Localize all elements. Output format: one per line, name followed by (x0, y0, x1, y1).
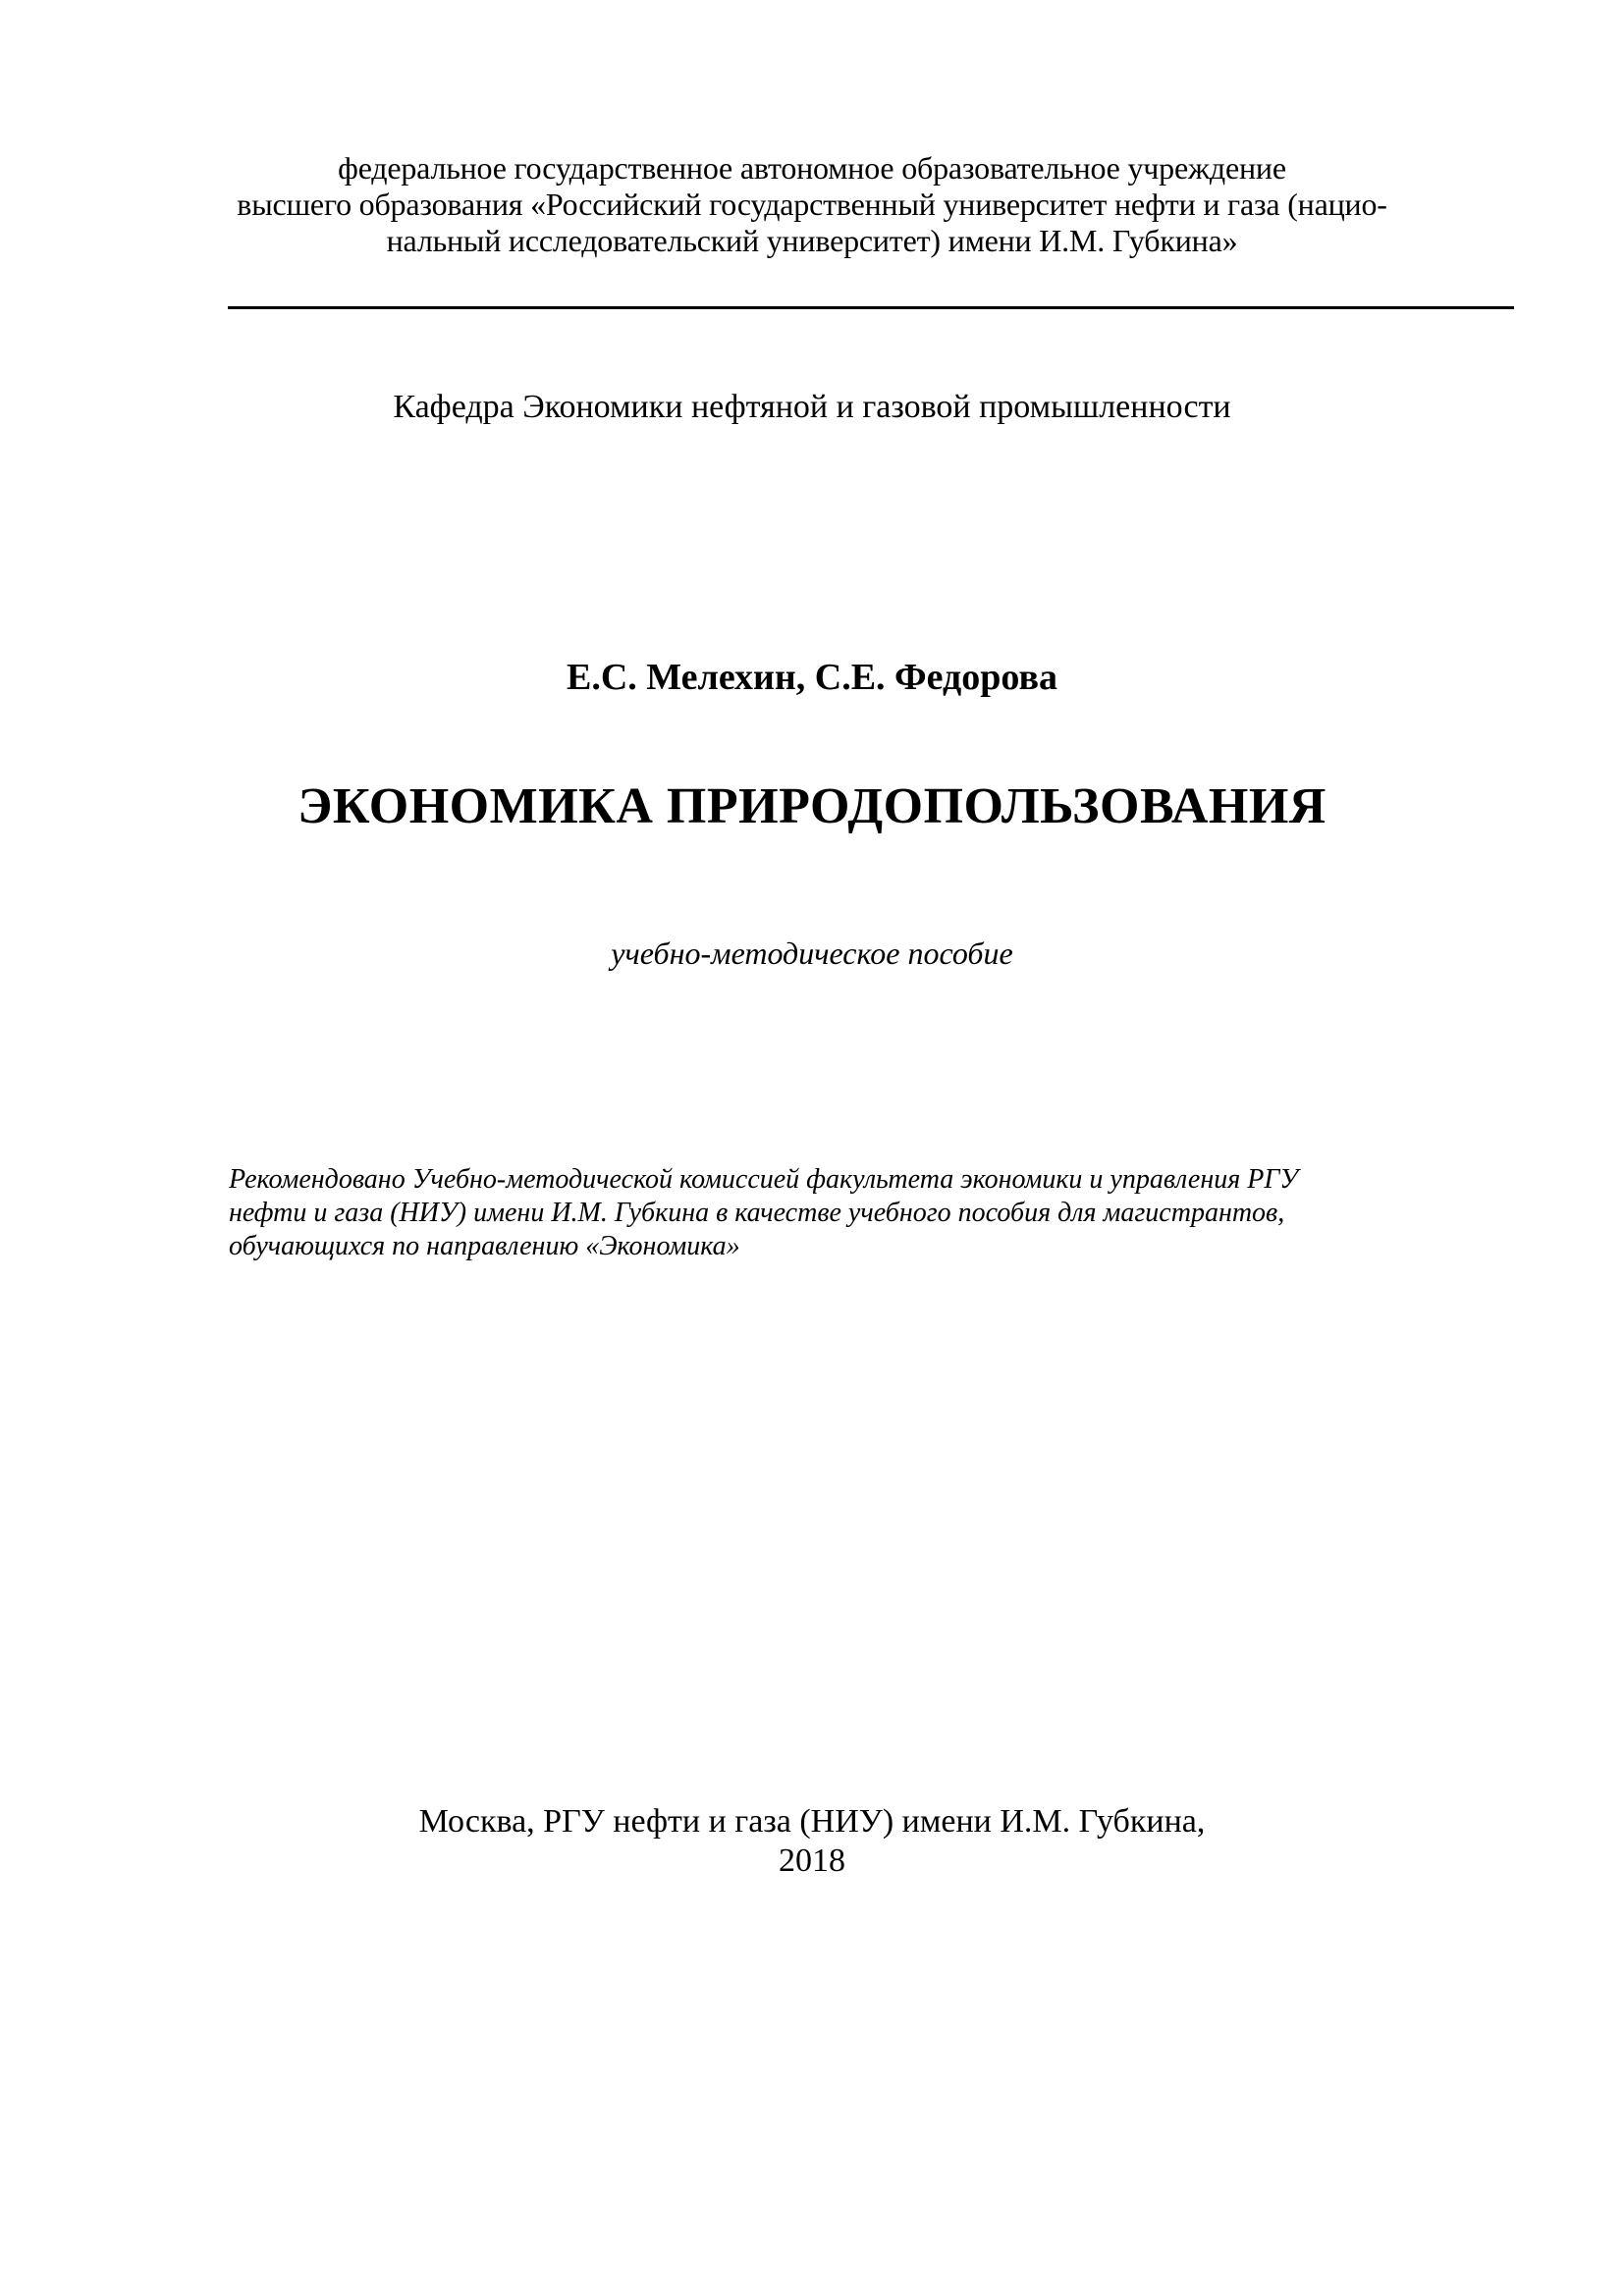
institution-name (0, 150, 1624, 259)
imprint-place-publisher: Москва, РГУ нефти и газа (НИУ) имени И.М. Губкина, (418, 1803, 1206, 1840)
institution-line-1: федеральное государственное автономное образовательное учреждение (338, 150, 1286, 186)
book-subtitle: учебно-методическое пособие (611, 935, 1013, 971)
recommendation-line-2: нефти и газа (НИУ) имени И.М. Губкина в качестве учебного пособия для магистрантов, (229, 1198, 1285, 1228)
recommendation-line-3: обучающихся по направлению «Экономика» (229, 1231, 740, 1261)
institution-line-2: высшего образования «Российский государственный университет нефти и газа (нацио- (237, 187, 1387, 222)
book-title: ЭКОНОМИКА ПРИРОДОПОЛЬЗОВАНИЯ (298, 778, 1326, 834)
header-divider (228, 306, 1514, 309)
imprint (0, 1802, 1624, 1881)
recommendation-note (229, 1163, 1525, 1263)
authors: Е.С. Мелехин, С.Е. Федорова (567, 657, 1057, 698)
department-name: Кафедра Экономики нефтяной и газовой промышленности (393, 389, 1231, 425)
imprint-year: 2018 (779, 1842, 845, 1879)
recommendation-line-1: Рекомендовано Учебно-методической комиссией факультета экономики и управления РГУ (229, 1164, 1299, 1195)
institution-line-3: нальный исследовательский университет) имени И.М. Губкина» (386, 223, 1238, 258)
